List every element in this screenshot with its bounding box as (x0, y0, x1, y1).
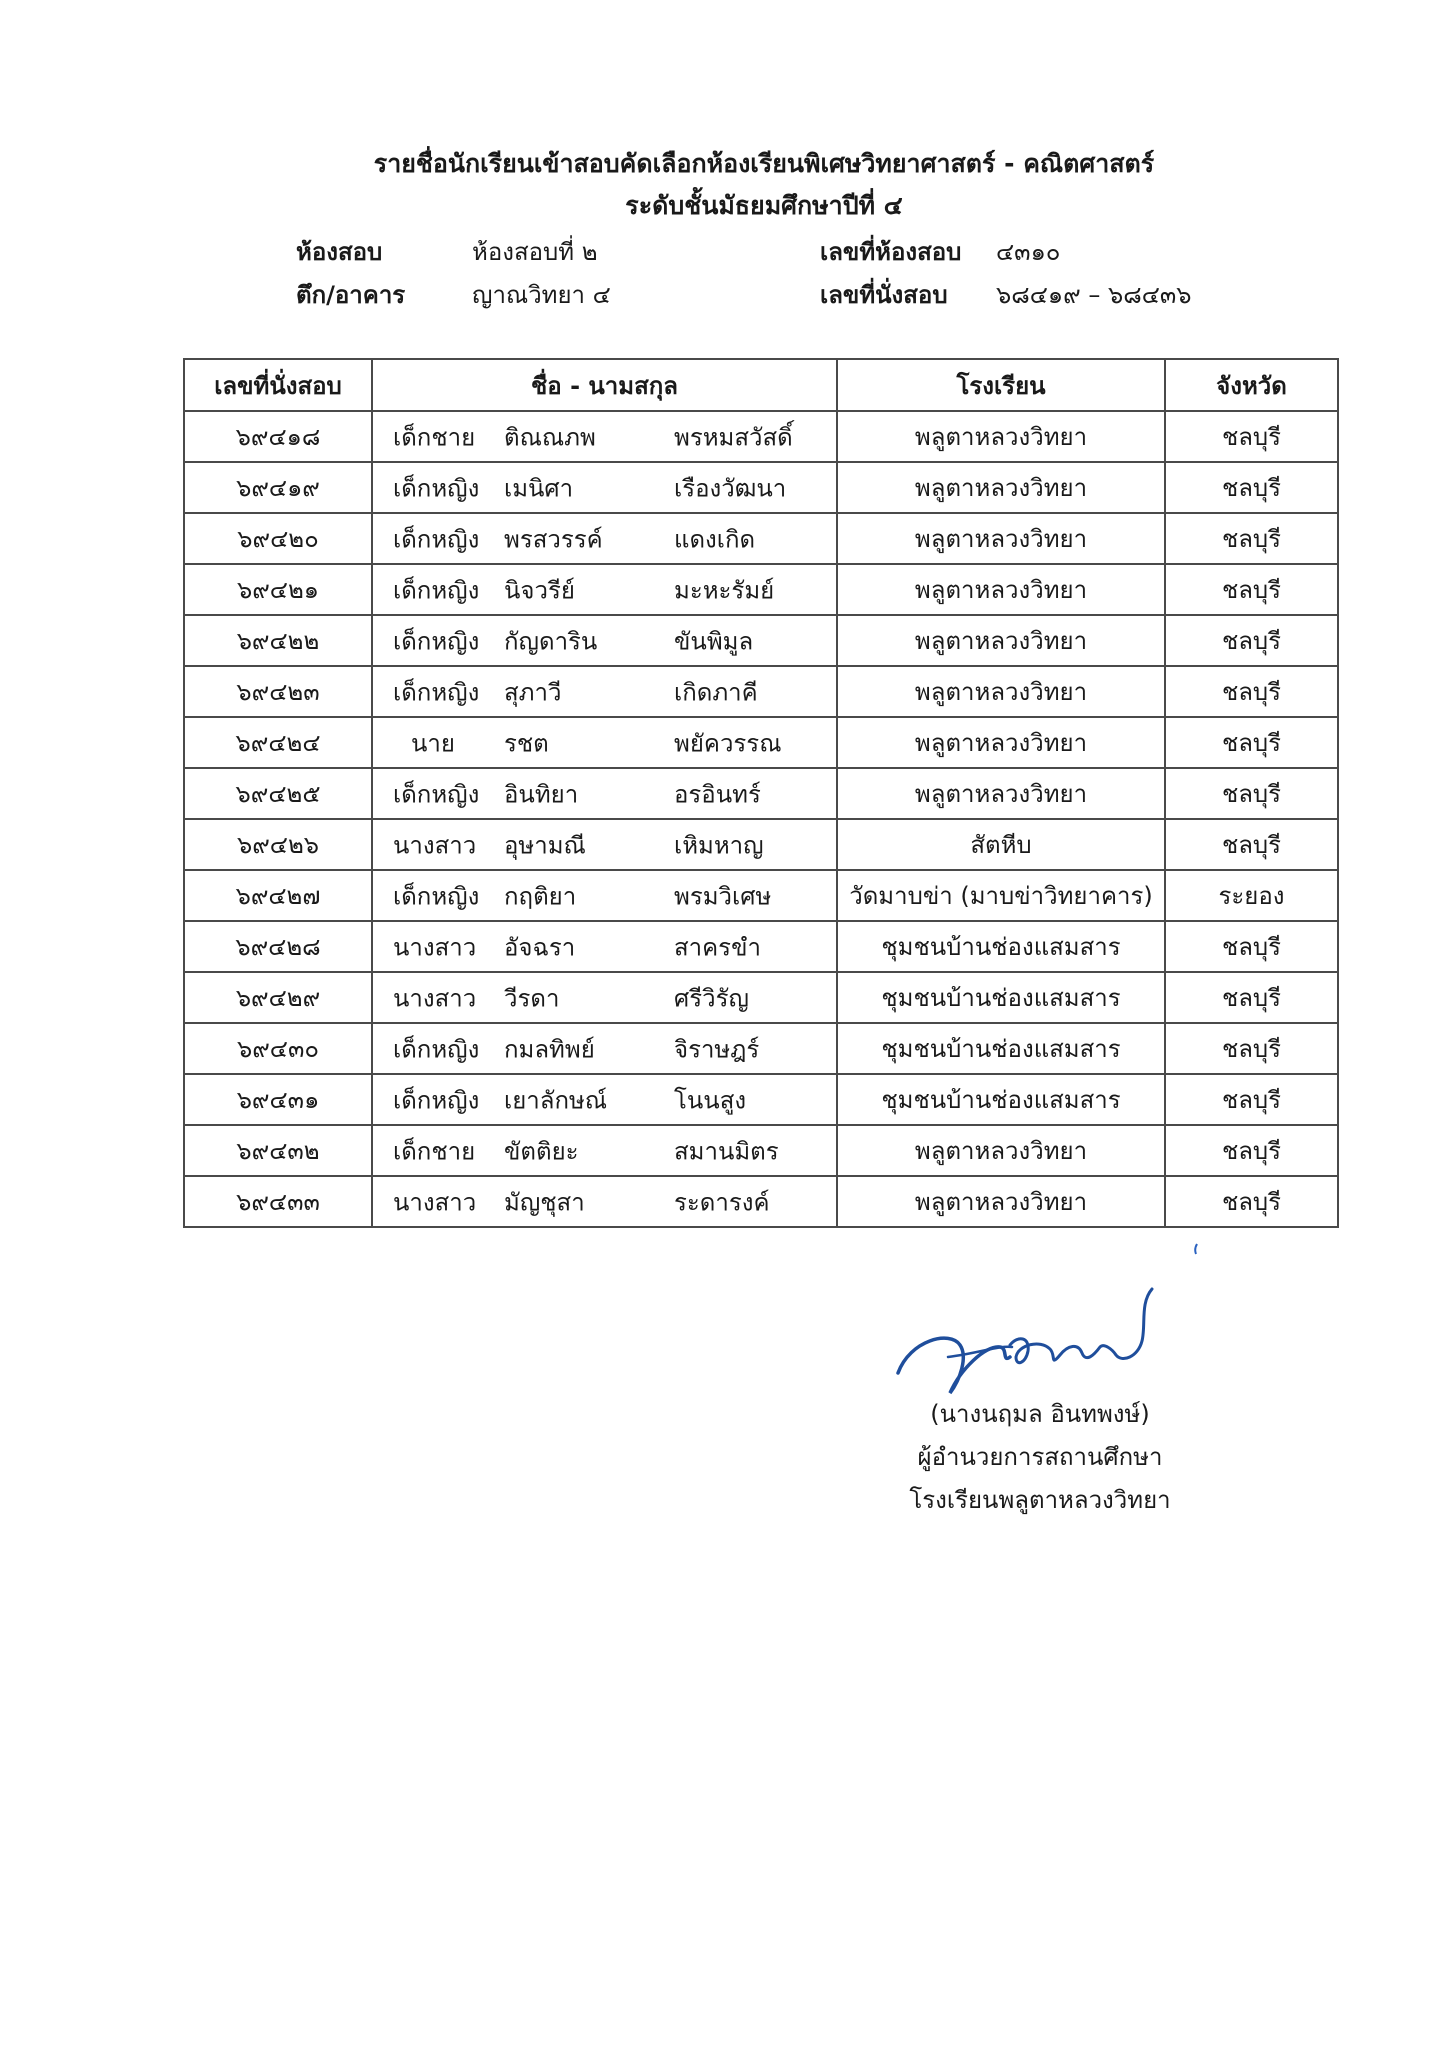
school-cell: ชุมชนบ้านช่องแสมสาร (837, 972, 1165, 1023)
room-label: ห้องสอบ (296, 238, 383, 266)
last-name: พรหมสวัสดิ์ (674, 423, 793, 451)
signatory-position: ผู้อำนวยการสถานศึกษา (917, 1443, 1163, 1471)
province-cell: ชลบุรี (1165, 411, 1338, 462)
school-cell: ชุมชนบ้านช่องแสมสาร (837, 1023, 1165, 1074)
province-cell: ชลบุรี (1165, 1074, 1338, 1125)
table-row (184, 513, 1338, 564)
last-name: จิราษฎร์ (674, 1035, 760, 1063)
seat-number-cell: ๖๙๔๒๙ (184, 972, 372, 1023)
header-seat: เลขที่นั่งสอบ (184, 359, 372, 411)
last-name: สาครขำ (674, 933, 761, 961)
table-row (184, 819, 1338, 870)
name-cell (372, 819, 837, 870)
seat-range-label: เลขที่นั่งสอบ (820, 281, 948, 309)
table-row (184, 1176, 1338, 1227)
last-name: สมานมิตร (674, 1137, 779, 1165)
province-cell: ระยอง (1165, 870, 1338, 921)
room-number-label: เลขที่ห้องสอบ (820, 238, 962, 266)
name-cell (372, 870, 837, 921)
school-cell: พลูตาหลวงวิทยา (837, 411, 1165, 462)
name-cell (372, 1023, 837, 1074)
last-name: ระดารงค์ (674, 1188, 770, 1216)
seat-number-cell: ๖๙๔๒๔ (184, 717, 372, 768)
province-cell: ชลบุรี (1165, 462, 1338, 513)
document-title: รายชื่อนักเรียนเข้าสอบคัดเลือกห้องเรียนพิเศษวิทยาศาสตร์ - คณิตศาสตร์ (373, 149, 1155, 178)
name-cell (372, 462, 837, 513)
name-cell (372, 768, 837, 819)
province-cell: ชลบุรี (1165, 768, 1338, 819)
province-cell: ชลบุรี (1165, 819, 1338, 870)
school-cell: ชุมชนบ้านช่องแสมสาร (837, 921, 1165, 972)
table-row (184, 1074, 1338, 1125)
header-school: โรงเรียน (837, 359, 1165, 411)
school-cell: พลูตาหลวงวิทยา (837, 615, 1165, 666)
first-name: ติณณภพ (504, 423, 596, 451)
name-cell (372, 972, 837, 1023)
last-name: แดงเกิด (674, 525, 756, 553)
province-cell: ชลบุรี (1165, 1176, 1338, 1227)
table-row (184, 564, 1338, 615)
province-cell: ชลบุรี (1165, 1125, 1338, 1176)
student-table (183, 358, 1339, 1228)
name-prefix: เด็กหญิง (393, 474, 480, 502)
province-cell: ชลบุรี (1165, 717, 1338, 768)
room-number-value: ๔๓๑๐ (996, 238, 1061, 266)
name-prefix: เด็กหญิง (393, 882, 480, 910)
school-cell: พลูตาหลวงวิทยา (837, 513, 1165, 564)
first-name: ขัตติยะ (504, 1137, 579, 1165)
last-name: ขันพิมูล (674, 627, 754, 655)
name-prefix: นางสาว (393, 831, 477, 859)
name-prefix: เด็กหญิง (393, 576, 480, 604)
table-row (184, 462, 1338, 513)
seat-number-cell: ๖๙๔๑๙ (184, 462, 372, 513)
seat-number-cell: ๖๙๔๓๐ (184, 1023, 372, 1074)
table-row (184, 1023, 1338, 1074)
seat-number-cell: ๖๙๔๒๖ (184, 819, 372, 870)
last-name: อรอินทร์ (674, 780, 761, 808)
table-row (184, 717, 1338, 768)
first-name: อัจฉรา (504, 933, 576, 961)
province-cell: ชลบุรี (1165, 666, 1338, 717)
signatory-organization: โรงเรียนพลูตาหลวงวิทยา (909, 1486, 1171, 1514)
name-prefix: เด็กหญิง (393, 1035, 480, 1063)
table-row (184, 768, 1338, 819)
seat-number-cell: ๖๙๔๒๘ (184, 921, 372, 972)
first-name: สุภาวี (504, 678, 562, 706)
table-row (184, 411, 1338, 462)
table-header-row (184, 359, 1338, 411)
seat-number-cell: ๖๙๔๓๒ (184, 1125, 372, 1176)
seat-number-cell: ๖๙๔๒๓ (184, 666, 372, 717)
province-cell: ชลบุรี (1165, 564, 1338, 615)
seat-number-cell: ๖๙๔๒๗ (184, 870, 372, 921)
school-cell: พลูตาหลวงวิทยา (837, 717, 1165, 768)
last-name: ศรีวิรัญ (674, 984, 749, 1012)
first-name: กมลทิพย์ (504, 1035, 595, 1063)
school-cell: ชุมชนบ้านช่องแสมสาร (837, 1074, 1165, 1125)
table-row (184, 1125, 1338, 1176)
seat-number-cell: ๖๙๔๒๒ (184, 615, 372, 666)
stray-ink-mark (1194, 1240, 1198, 1252)
name-cell (372, 666, 837, 717)
header-province: จังหวัด (1165, 359, 1338, 411)
last-name: เรืองวัฒนา (674, 474, 787, 502)
table-body (184, 411, 1338, 1227)
name-prefix: เด็กหญิง (393, 1086, 480, 1114)
first-name: นิจวรีย์ (504, 576, 575, 604)
school-cell: สัตหีบ (837, 819, 1165, 870)
name-prefix: เด็กหญิง (393, 525, 480, 553)
first-name: กัญดาริน (504, 627, 598, 655)
name-prefix: นางสาว (393, 1188, 477, 1216)
name-prefix: เด็กหญิง (393, 678, 480, 706)
first-name: อุษามณี (504, 831, 586, 859)
seat-number-cell: ๖๙๔๓๑ (184, 1074, 372, 1125)
signature (890, 1285, 1160, 1400)
last-name: มะหะรัมย์ (674, 576, 775, 604)
name-prefix: เด็กหญิง (393, 780, 480, 808)
name-prefix: เด็กชาย (393, 423, 476, 451)
name-cell (372, 615, 837, 666)
province-cell: ชลบุรี (1165, 1023, 1338, 1074)
name-cell (372, 513, 837, 564)
name-cell (372, 1125, 837, 1176)
last-name: พรมวิเศษ (674, 882, 772, 910)
name-prefix: นางสาว (393, 933, 477, 961)
last-name: พยัควรรณ (674, 729, 782, 757)
building-value: ญาณวิทยา ๔ (472, 281, 611, 309)
last-name: เกิดภาคี (674, 678, 758, 706)
seat-number-cell: ๖๙๔๓๓ (184, 1176, 372, 1227)
first-name: กฤติยา (504, 882, 577, 910)
seat-number-cell: ๖๙๔๒๑ (184, 564, 372, 615)
province-cell: ชลบุรี (1165, 615, 1338, 666)
building-label: ตึก/อาคาร (296, 281, 406, 309)
first-name: วีรดา (504, 984, 560, 1012)
table-row (184, 666, 1338, 717)
seat-number-cell: ๖๙๔๒๐ (184, 513, 372, 564)
seat-number-cell: ๖๙๔๑๘ (184, 411, 372, 462)
school-cell: พลูตาหลวงวิทยา (837, 1176, 1165, 1227)
table-row (184, 870, 1338, 921)
name-cell (372, 921, 837, 972)
school-cell: พลูตาหลวงวิทยา (837, 666, 1165, 717)
school-cell: พลูตาหลวงวิทยา (837, 564, 1165, 615)
name-cell (372, 1074, 837, 1125)
table-row (184, 615, 1338, 666)
first-name: เยาลักษณ์ (504, 1086, 608, 1114)
table-row (184, 972, 1338, 1023)
name-prefix: นางสาว (393, 984, 477, 1012)
province-cell: ชลบุรี (1165, 921, 1338, 972)
name-prefix: นาย (411, 729, 455, 757)
province-cell: ชลบุรี (1165, 513, 1338, 564)
seat-range-value: ๖๘๔๑๙ – ๖๘๔๓๖ (996, 281, 1192, 309)
room-value: ห้องสอบที่ ๒ (472, 238, 598, 266)
first-name: เมนิศา (504, 474, 574, 502)
seat-number-cell: ๖๙๔๒๕ (184, 768, 372, 819)
school-cell: วัดมาบข่า (มาบข่าวิทยาคาร) (837, 870, 1165, 921)
table-row (184, 921, 1338, 972)
name-cell (372, 1176, 837, 1227)
province-cell: ชลบุรี (1165, 972, 1338, 1023)
last-name: โนนสูง (674, 1086, 747, 1114)
school-cell: พลูตาหลวงวิทยา (837, 462, 1165, 513)
name-cell (372, 564, 837, 615)
first-name: พรสวรรค์ (504, 525, 603, 553)
header-name: ชื่อ - นามสกุล (372, 359, 837, 411)
name-prefix: เด็กหญิง (393, 627, 480, 655)
first-name: รชต (504, 729, 549, 757)
name-prefix: เด็กชาย (393, 1137, 476, 1165)
first-name: มัญชุสา (504, 1188, 585, 1216)
name-cell (372, 717, 837, 768)
last-name: เหิมหาญ (674, 831, 764, 859)
signatory-name: (นางนฤมล อินทพงษ์) (930, 1400, 1150, 1428)
document-subtitle: ระดับชั้นมัธยมศึกษาปีที่ ๔ (625, 191, 903, 220)
first-name: อินทิยา (504, 780, 579, 808)
school-cell: พลูตาหลวงวิทยา (837, 1125, 1165, 1176)
name-cell (372, 411, 837, 462)
school-cell: พลูตาหลวงวิทยา (837, 768, 1165, 819)
